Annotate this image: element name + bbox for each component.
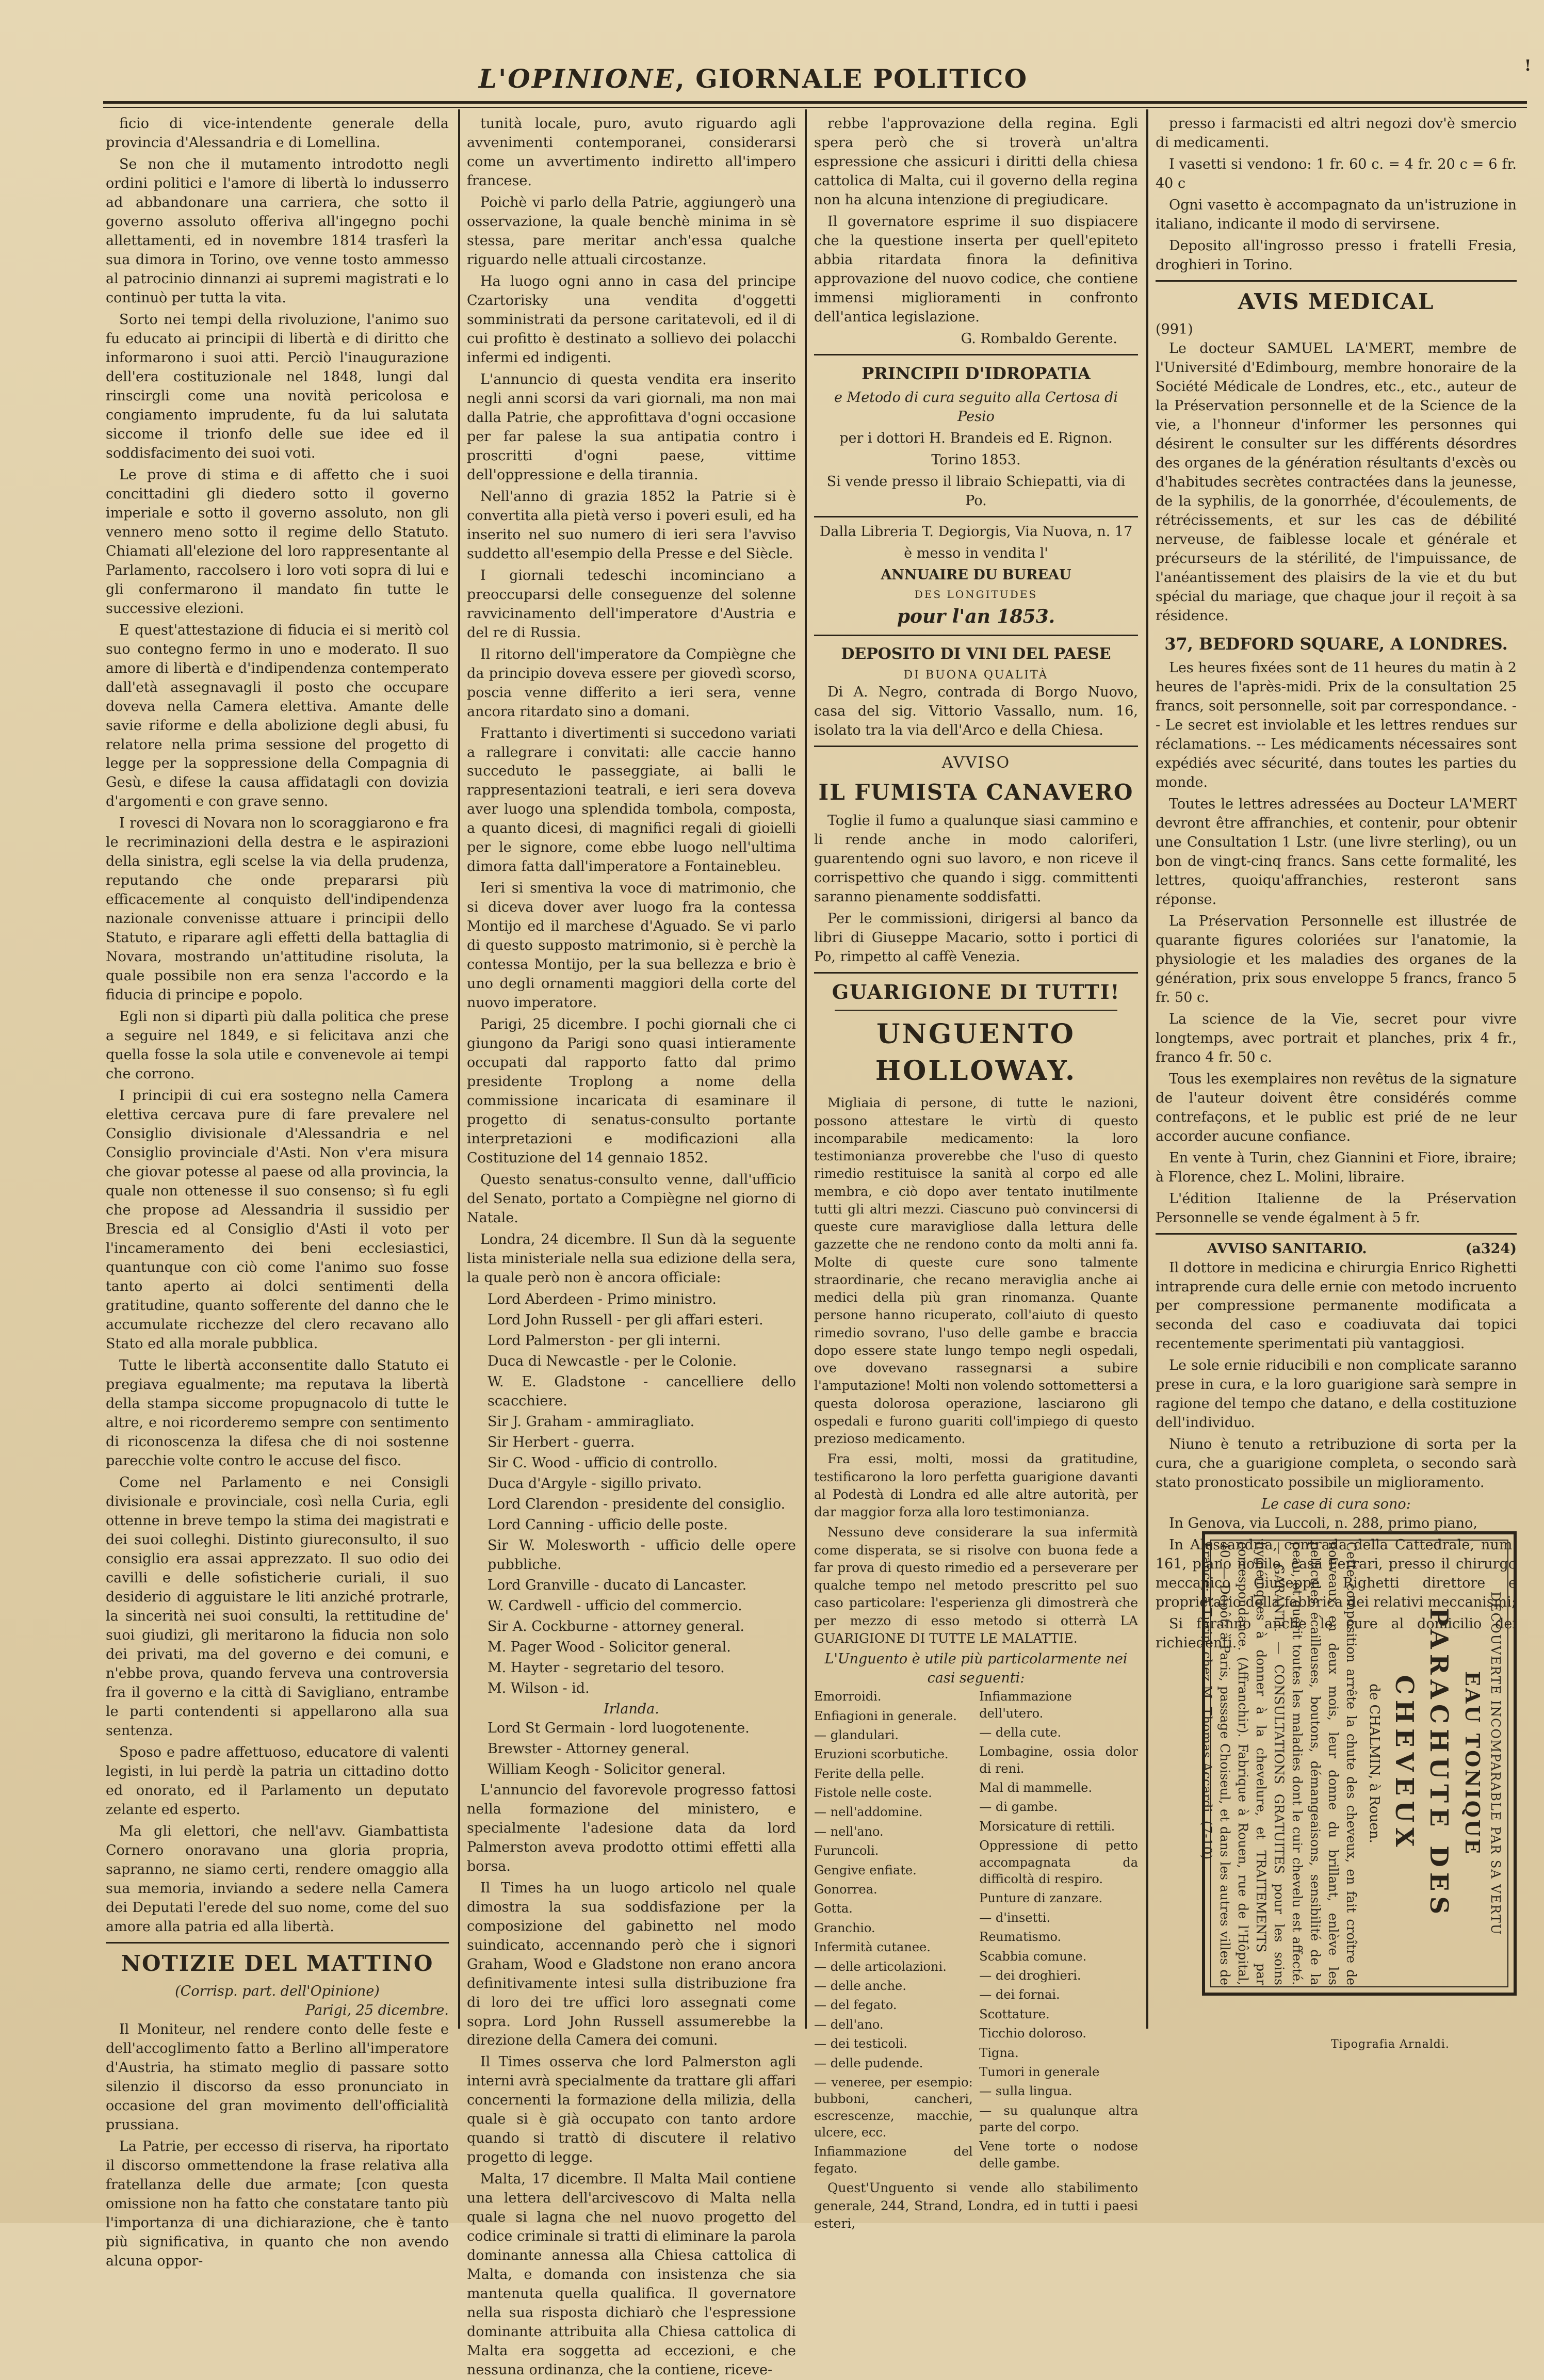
paragraph: Parigi, 25 dicembre. I pochi giornali che ci giungono da Parigi sono quasi intieramente occupati dal rapporto fatto dal primo presidente Troplong a nome della commissione incaricata di esaminare il progetto di senatus-consulto portante interpretazioni e modificazioni alla Costituzione del 14 gennaio 1852.	[467, 1016, 796, 1167]
unguento-body	[814, 1094, 1138, 1647]
paragraph: Fra essi, molti, mossi da gratitudine, testificarono la loro perfetta guarigione davanti al Podestà di Londra ed alle altre autorità, per dar maggior forza alla loro testimonianza.	[814, 1451, 1138, 1520]
minister-item: Lord John Russell - per gli affari esteri.	[487, 1312, 763, 1329]
unguento-title: UNGUENTO HOLLOWAY.	[875, 1018, 1077, 1087]
paragraph: Tutte le libertà acconsentite dallo Statuto ei pregiava egualmente; ma reputava la libertà della stampa siccome propugnacolo di tutte le altre, e noi ricorderemo sempre con sentimento di riconoscenza la difesa che di noi sostenne parecchie volte contro le accuse del fisco.	[106, 1357, 449, 1469]
notizie-body	[106, 2020, 449, 2271]
paragraph: L'annuncio di questa vendita era inserito negli anni scorsi da vari giornali, ma non mai dalla Patrie, che approfittava d'ogni occasione per far palese la sua antipatia contro i proscritti d'ogni paese, vittime dell'oppressione e della tirannia.	[467, 371, 796, 483]
case-item: Gonorrea.	[814, 1882, 877, 1897]
column-3	[814, 115, 1138, 2231]
cases-left	[814, 1688, 973, 2179]
paragraph: Malta, 17 dicembre. Il Malta Mail contiene una lettera dell'arcivescovo di Malta nella quale si lagna che nel nuovo progetto del codice criminale si tratti di eliminare la parola dominante annessa alla Chiesa cattolica di Malta, e domanda con insistenza che sia mantenuta quella qualifica. Il governatore nella sua risposta dichiarò che l'espressione dominante attribuita alla Chiesa cattolica di Malta era soggetta ad eccezioni, e che nessuna ordinanza, che la contiene, riceve-	[467, 2171, 796, 2378]
paragraph: In Genova, via Luccoli, n. 288, primo piano,	[1169, 1515, 1477, 1532]
case-item: — sulla lingua.	[979, 2084, 1072, 2099]
advert-title-2: PARACHUTE DES CHEVEUX	[1390, 1607, 1454, 1920]
avis-body-continued	[1156, 659, 1517, 1228]
paragraph: Toutes le lettres adressées au Docteur LA'MERT devront être affranchies, et contenir, pour obtenir une Consultation 1 Lstr. (une livre sterling), ou un bon de vingt-cinq francs. Sans cette formalité, les lettres, quoiqu'affranchies, resteront sans réponse.	[1156, 796, 1517, 908]
paragraph: Questo senatus-consulto venne, dall'ufficio del Senato, portato a Compiègne nel giorno di Natale.	[467, 1172, 796, 1226]
advert-rotated-text	[1199, 1542, 1504, 1985]
section-rule	[814, 354, 1138, 355]
case-item: Punture di zanzare.	[979, 1891, 1103, 1906]
paragraph: tunità locale, puro, avuto riguardo agli avvenimenti contemporanei, considerarsi come un avvertimento indiretto all'impero francese.	[467, 116, 796, 189]
sanitario-title: AVVISO SANITARIO.	[1207, 1240, 1367, 1257]
case-item: Ticchio doloroso.	[979, 2026, 1086, 2041]
annuaire-ad	[814, 523, 1138, 630]
case-item: Infiammazione dell'utero.	[979, 1689, 1072, 1721]
case-item: — delle pudende.	[814, 2055, 923, 2070]
case-item: Lombagine, ossia dolor di reni.	[979, 1744, 1138, 1776]
notizie-date: Parigi, 25 dicembre.	[305, 2002, 449, 2019]
case-item: — dell'ano.	[814, 2017, 884, 2032]
paragraph: Frattanto i divertimenti si succedono variati a rallegrare i convitati: alle caccie hanno succeduto le passeggiate, ai balli le rappresentazioni teatrali, e ieri sera doveva aver luogo una splendida tombola, composta, a quanto dicesi, di magnifici regali di gioielli per le signore, come ebbe luogo nell'ultima dimora fatta dall'imperatore a Fontainebleu.	[467, 725, 796, 875]
minister-item: Lord Canning - ufficio delle poste.	[487, 1516, 728, 1533]
idropatia-line: Torino 1853.	[931, 451, 1021, 468]
eau-tonique-advert	[1199, 1531, 1517, 1996]
irlanda-list	[467, 1719, 796, 1779]
avviso-label: AVVISO	[941, 754, 1011, 772]
annuaire-line: ANNUAIRE DU BUREAU	[881, 566, 1071, 583]
minister-item: Duca di Newcastle - per le Colonie.	[487, 1353, 737, 1370]
case-item: Scottature.	[979, 2006, 1050, 2021]
case-item: Fistole nelle coste.	[814, 1786, 932, 1801]
paragraph: Le sole ernie riducibili e non complicate saranno prese in cura, e la loro guarigione sarà sempre in ragione del tempo che datano, e della costituzione dell'individuo.	[1156, 1357, 1517, 1431]
case-item: Gotta.	[814, 1901, 853, 1916]
case-item: Granchio.	[814, 1920, 875, 1935]
column-2-body	[467, 115, 796, 1288]
section-rule	[814, 972, 1138, 974]
idropatia-line: per i dottori H. Brandeis ed E. Rignon.	[839, 430, 1113, 446]
paragraph: Il Times osserva che lord Palmerston agli interni avrà specialmente da trattare gli affari concernenti la formazione della milizia, della quale si è già occupato con tanto ardore quando si trattò di discutere il relativo progetto di legge.	[467, 2054, 796, 2166]
case-item: Scabbia comune.	[979, 1949, 1087, 1964]
case-item: Morsicature di rettili.	[979, 1819, 1115, 1834]
section-rule	[814, 635, 1138, 636]
advert-by: de CHALMIN, à Rouen.	[1366, 1683, 1382, 1843]
fumista-title: IL FUMISTA CANAVERO	[818, 780, 1134, 805]
case-item: Infiammazione del fegato.	[814, 2144, 973, 2176]
masthead-rule-thin	[103, 107, 1527, 108]
paragraph: En vente à Turin, chez Giannini et Fiore, ibraire; à Florence, chez L. Molini, libraire.	[1156, 1149, 1517, 1185]
idropatia-title: PRINCIPII D'IDROPATIA	[862, 363, 1091, 383]
unguento-note: L'Unguento è utile più particolarmente nei casi seguenti:	[824, 1651, 1128, 1687]
case-item: — delle anche.	[814, 1978, 906, 1993]
minister-item: Duca d'Argyle - sigillo privato.	[487, 1475, 702, 1492]
avis-body	[1156, 339, 1517, 626]
minister-item: Brewster - Attorney general.	[487, 1740, 690, 1757]
paragraph: Nell'anno di grazia 1852 la Patrie si è convertita alla pietà verso i poveri esuli, ed ha inserito nel suo numero di ieri sera l'avviso suddetto all'esempio della Presse e del Siècle.	[467, 488, 796, 562]
masthead-subtitle: , GIORNALE POLITICO	[675, 63, 1028, 94]
case-item: — nell'ano.	[814, 1824, 884, 1839]
paragraph: E quest'attestazione di fiducia ei si meritò col suo contegno fermo in uno e moderato. Il suo amore di libertà e d'indipendenza contemperato dall'età assegnavagli il posto che occupare doveva nella Camera elettiva. Amante delle savie riforme e della abolizione degli abusi, fu relatore nella prima sessione del progetto di legge per la soppressione della Compagnia di Gesù, e difese la causa affidatagli con dovizia d'argomenti e con grave senno.	[106, 622, 449, 810]
case-item: Gengive enfiate.	[814, 1863, 917, 1877]
avis-title: AVIS MEDICAL	[1238, 288, 1435, 314]
annuaire-line: pour l'an 1853.	[897, 605, 1055, 627]
minister-item: M. Wilson - id.	[487, 1680, 590, 1696]
minister-item: Lord Palmerston - per gli interni.	[487, 1333, 721, 1349]
printer-imprint: Tipografia Arnaldi.	[1331, 2038, 1450, 2051]
advert-text: Cette composition arrête la chute des cheveux, en fait croître de nouveaux en deux mois, leur donne du brillant, enlève les pellicules écailleuses, boutons, démangeaisons, sensibilité de la peau, et guérit toutes les maladies dont le cuir chevelu est affecté. — GARANTI. — CONSULTATIONS GRATUITES pour les soins hygiéniques à donner à la chevelure, et TRAITEMENTS par correspondance. (Affranchir). Fabrique à Rouen, rue de l'Hôpital, 40. — Dépôt: à Paris, passage Choiseul, et dans les autres villes de France; à Turin, chez M. Thomas Accardi. (7-10)	[1199, 1542, 1359, 1985]
paragraph: Le prove di stima e di affetto che i suoi concittadini gli diedero sotto il governo imperiale e sotto il governo assoluto, non gli vennero meno sotto il regime dello Statuto. Chiamati all'elezione del loro rappresentante al Parlamento, raccolsero i loro voti sopra di lui e gli confermarono il mandato fin tutte le successive elezioni.	[106, 466, 449, 617]
minister-item: W. Cardwell - ufficio del commercio.	[487, 1597, 742, 1614]
case-item: — della cute.	[979, 1725, 1062, 1740]
minister-item: Sir A. Cockburne - attorney general.	[487, 1618, 744, 1634]
case-item: Tumori in generale	[979, 2064, 1100, 2079]
case-item: Tigna.	[979, 2045, 1019, 2060]
case-item: — dei testicoli.	[814, 2036, 907, 2051]
minister-item: Sir W. Molesworth - ufficio delle opere pubbliche.	[487, 1537, 796, 1573]
avis-number: (991)	[1156, 321, 1193, 338]
column-2	[467, 115, 796, 2378]
minister-item: Lord Granville - ducato di Lancaster.	[487, 1577, 747, 1593]
masthead-rule	[103, 101, 1527, 104]
section-rule	[106, 1942, 449, 1944]
paragraph: Sorto nei tempi della rivoluzione, l'animo suo fu educato ai principii di libertà e di diritto che informarono i suoi atti. Perciò l'inaugurazione dell'era costituzionale nel 1848, lungi dal rinscirgli come una novità pericolosa e congiamento imprudente, fu da lui salutata siccome il trionfo delle sue idee ed il soddisfacimento dei suoi voti.	[106, 311, 449, 461]
paragraph: Ha luogo ogni anno in casa del principe Czartorisky una vendita d'oggetti somministrati da persone caritatevoli, ed il di cui profitto è destinato a sollievo dei polacchi infermi ed indigenti.	[467, 273, 796, 366]
column-4	[1156, 115, 1517, 1652]
column-1	[106, 115, 449, 2269]
minister-list	[467, 1290, 796, 1698]
paragraph: Migliaia di persone, di tutte le nazioni, possono attestare le virtù di questo incomparabile medicamento: la loro testimonianza proverebbe che l'uso di questo rimedio restituisce la sanità al corpo ed alle membra, e ciò dopo aver tentato inutilmente tutti gli altri mezzi. Ciascuno può convincersi di queste cure maravigliose dalla lettura delle gazzette che ne rendono conto da molti anni fa. Molte di queste cure sono talmente straordinarie, che recano meraviglia anche ai medici della più gran rinomanza. Quante persone hanno ricuperato, coll'aiuto di questo rimedio sovrano, l'uso delle gambe e braccia dopo essere state lungo tempo negli ospedali, ove dovevano rassegnarsi a subire l'amputazione! Molti non volendo sottomettersi a questa dolorosa operazione, lasciarono gli ospedali e furono guariti coll'impiego di questo prezioso medicamento.	[814, 1095, 1138, 1447]
minister-item: Sir Herbert - guerra.	[487, 1434, 635, 1450]
column-rule-1	[458, 109, 460, 2029]
paragraph: Nessuno deve considerare la sua infermità come disperata, se si risolve con buona fede a far prova di questo rimedio ed a perseverare per qualche tempo nel metodo prescritto pel suo caso particolare: l'esperienza gli dimostrerà che per mezzo di esso metodo si otterrà LA GUARIGIONE DI TUTTE LE MALATTIE.	[814, 1525, 1138, 1646]
column-rule-2	[805, 109, 807, 2029]
paragraph: Sposo e padre affettuoso, educatore di valenti legisti, in lui perdè la patria un cittadino dotto ed onorato, ed il Parlamento un deputato zelante ed esperto.	[106, 1744, 449, 1818]
minister-item: Sir J. Graham - ammiragliato.	[487, 1413, 695, 1430]
paragraph: Se non che il mutamento introdotto negli ordini politici e l'amore di libertà lo indusserro ad abbandonare una carriera, che sotto il governo assoluto offeriva all'ingegno pochi allettamenti, ed in novembre 1814 trasferì la sua dimora in Torino, ove venne tosto ammesso al patrocinio dinnanzi ai supremi magistrati e lo continuò per tutta la vita.	[106, 156, 449, 306]
notizie-subtitle: (Corrisp. part. dell'Opinione)	[175, 1983, 380, 2000]
case-item: Emorroidi.	[814, 1689, 882, 1704]
page-mark: !	[1524, 57, 1532, 75]
paragraph: Come nel Parlamento e nei Consigli divisionale e provinciale, così nella Curia, egli ottenne in breve tempo la stima dei magistrati e dei suoi colleghi. Distinto giureconsulto, il suo consiglio era assai apprezzato. Il suo odio dei cavilli e delle sofisticherie curiali, il suo desiderio di agguistare le liti anziché protrarle, la sincerità nei suoi consulti, la rettitudine de' suoi giudizi, gli meritarono la fiducia non solo dei privati, ma del governo e dei comuni, e n'ebbe prova, quando ferveva una controversia fra il governo e la città di Savigliano, entrambe le parti contendenti si appellarono alla sua sentenza.	[106, 1474, 449, 1739]
paragraph: Per le commissioni, dirigersi al banco da libri di Giuseppe Macario, sotto i portici di Po, rimpetto al caffè Venezia.	[814, 910, 1138, 965]
case-item: Infermità cutanee.	[814, 1940, 931, 1955]
minister-item: Lord Aberdeen - Primo ministro.	[487, 1291, 717, 1308]
case-item: — delle articolazioni.	[814, 1959, 947, 1974]
paragraph: Tous les exemplaires non revêtus de la signature de l'auteur doivent être considérés comme contrefaçons, et le public est prié de ne leur accorder aucune confiance.	[1156, 1071, 1517, 1144]
idropatia-line: e Metodo di cura seguito alla Certosa di Pesio	[834, 389, 1118, 425]
paragraph: I principii di cui era sostegno nella Camera elettiva cercava pure di fare prevalere nel Consiglio divisionale d'Alessandria e nel Consiglio provinciale d'Asti. Non v'era misura che giovar potesse al paese od alla provincia, la quale non ottenesse il suo consenso; sì fu egli che propose ad Alessandria il sussidio per Brescia ed al Consiglio d'Asti il voto per l'incameramento dei beni ecclesiastici, quantunque con ciò come l'animo suo fosse tanto aperto ai dolci sentimenti della gratitudine, quanto sofferente del danno che le accumulate ricchezze del clero recavano allo Stato ed alla morale pubblica.	[106, 1088, 449, 1352]
case-item: — di gambe.	[979, 1800, 1058, 1815]
section-rule	[1156, 1233, 1517, 1235]
case-item: — veneree, per esempio: bubboni, cancheri, escrescenze, macchie, ulcere, ecc.	[814, 2075, 973, 2140]
section-rule	[814, 746, 1138, 747]
paragraph: Si faranno anche le cure al domicilio dei richiedenti.	[1156, 1616, 1517, 1652]
paragraph: L'édition Italienne de la Préservation Personnelle se vende égalment à 5 fr.	[1156, 1190, 1517, 1226]
sanitario-body	[1156, 1259, 1517, 1493]
paragraph: La Préservation Personnelle est illustrée de quarante figures coloriées sur l'anatomie, la physiologie et les maladies des organes de la génération, prix sous enveloppe 5 francs, franco 5 fr. 50 c.	[1156, 913, 1517, 1006]
idropatia-line: Si vende presso il libraio Schiepatti, via di Po.	[826, 473, 1126, 509]
advert-title-1: EAU TONIQUE	[1461, 1671, 1485, 1856]
case-item: Furuncoli.	[814, 1843, 879, 1858]
minister-item: Lord Clarendon - presidente del consiglio.	[487, 1496, 786, 1512]
irlanda-title: Irlanda.	[604, 1701, 659, 1717]
paragraph: ficio di vice-intendente generale della provincia d'Alessandria e di Lomellina.	[106, 116, 449, 151]
case-item: — dei droghieri.	[979, 1968, 1081, 1983]
sanitario-header	[1156, 1240, 1517, 1259]
case-item: Reumatismo.	[979, 1930, 1062, 1945]
paragraph: La Patrie, per eccesso di riserva, ha riportato il discorso ommettendone la frase relativa alla fratellanza delle due armate; [con questa omissione non ha fatto che constatare tanto più l'importanza di una dichiarazione, che è tanto più significativa, in quanto che non avendo alcuna oppor-	[106, 2138, 449, 2269]
cases-title: Le case di cura sono:	[1261, 1496, 1411, 1513]
notizie-title: NOTIZIE DEL MATTINO	[121, 1950, 434, 1976]
paragraph: Poichè vi parlo della Patrie, aggiungerò una osservazione, la quale benchè minima in sè stessa, pare meritar anch'essa qualche riguardo nelle attuali circostanze.	[467, 194, 796, 268]
advert-top: DÉCOUVERTE INCOMPARABLE PAR SA VERTU	[1488, 1591, 1503, 1936]
paragraph: Il Moniteur, nel rendere conto delle feste e dell'accoglimento fatto a Berlino all'imperatore d'Austria, ha stimato meglio di passare sotto silenzio il discorso da esso pronunciato in occasione del gran movimento dell'officialità prussiana.	[106, 2021, 449, 2133]
paragraph: rebbe l'approvazione della regina. Egli spera però che si troverà un'altra espressione che assicuri i diritti della chiesa cattolica di Malta, cui il governo della regina non ha alcuna intenzione di pregiudicare.	[814, 116, 1138, 208]
vini-subtitle: DI BUONA QUALITÀ	[903, 669, 1049, 682]
paragraph: Il Times ha un luogo articolo nel quale dimostra la sua soddisfazione per la composizione del gabinetto nel modo suindicato, accennando però che i signori Graham, Wood e Gladstone non erano ancora definitivamente intesi sulla distribuzione fra di loro dei tre uffici loro assegnati come sopra. Lord John Russell assumerebbe la direzione della Camera dei comuni.	[467, 1880, 796, 2049]
annuaire-line: DES LONGITUDES	[914, 588, 1038, 601]
masthead	[103, 56, 1403, 102]
column-2-body-continued	[467, 1781, 796, 2380]
paragraph: presso i farmacisti ed altri negozi dov'è smercio di medicamenti.	[1156, 116, 1517, 151]
column-1-body	[106, 115, 449, 1937]
minister-item: William Keogh - Solicitor general.	[487, 1761, 726, 1777]
idropatia-ad	[814, 388, 1138, 511]
paragraph: Egli non si dipartì più dalla politica che prese a seguire nel 1849, e si felicitava anzi che quella fosse la sola utile e convenevole ai tempi che corrono.	[106, 1009, 449, 1082]
case-item: — nell'addomine.	[814, 1805, 923, 1820]
paragraph: I giornali tedeschi incominciano a preoccuparsi delle conseguenze del solenne ravvicinamento dell'imperatore d'Austria e del re di Russia.	[467, 567, 796, 641]
gerente-signature: G. Rombaldo Gerente.	[961, 330, 1117, 347]
sanitario-number: (a324)	[1465, 1240, 1517, 1257]
paragraph: Deposito all'ingrosso presso i fratelli Fresia, droghieri in Torino.	[1156, 237, 1517, 273]
paragraph: Il ritorno dell'imperatore da Compiègne che da principio doveva essere per giovedì scorso, poscia venne differito a ieri sera, venne ancora ritardato sino a domani.	[467, 646, 796, 720]
vini-text: Di A. Negro, contrada di Borgo Nuovo, casa del sig. Vittorio Vassallo, num. 16, isolato tra la via dell'Arco e della Chiesa.	[814, 684, 1138, 739]
section-rule-short	[835, 1010, 1117, 1011]
case-item: — d'insetti.	[979, 1910, 1051, 1925]
paragraph: I vasetti si vendono: 1 fr. 60 c. = 4 fr. 20 c = 6 fr. 40 c	[1156, 156, 1517, 191]
paragraph: Il governatore esprime il suo dispiacere che la questione inserta per quell'epiteto abbia ritardata finora la definitiva approvazione del nuovo codice, che contiene immensi miglioramenti in confronto dell'antica legislazione.	[814, 213, 1138, 325]
minister-item: M. Pager Wood - Solicitor general.	[487, 1639, 731, 1655]
minister-item: W. E. Gladstone - cancelliere dello scacchiere.	[487, 1374, 796, 1409]
minister-item: Sir C. Wood - ufficio di controllo.	[487, 1454, 718, 1471]
case-item: — glandulari.	[814, 1727, 899, 1742]
column-rule-3	[1146, 109, 1148, 2029]
minister-item: Lord St Germain - lord luogotenente.	[487, 1720, 750, 1736]
case-item: Vene torte o nodose delle gambe.	[979, 2139, 1138, 2171]
paragraph: La science de la Vie, secret pour vivre longtemps, avec portrait et planches, prix 4 fr., franco 4 fr. 50 c.	[1156, 1011, 1517, 1065]
paragraph: Le docteur SAMUEL LA'MERT, membre de l'Université d'Edimbourg, membre honoraire de la Société Médicale de Londres, etc., etc., auteur de la Préservation personnelle et de la Science de la vie, a l'honneur d'informer les personnes qui désirent le consulter sur les différents désordres des organes de la génération résultants d'excès ou d'habitudes secrètes contractées dans la jeunesse, de la syphilis, de la gonorrhée, d'écoulements, de rétrécissements, et sur les cas de débilité nerveuse, de faiblesse locale et générale et précurseurs de la stérilité, de l'impuissance, de l'anéantissement des plaisirs de la vie et du but spécial du mariage, que chaque jour il reçoit à sa résidence.	[1156, 341, 1517, 624]
cases-right	[979, 1688, 1138, 2179]
annuaire-line: è messo in vendita l'	[904, 545, 1048, 561]
guarigione-title: GUARIGIONE DI TUTTI!	[832, 980, 1120, 1003]
paragraph: Les heures fixées sont de 11 heures du matin à 2 heures de l'après-midi. Prix de la consultation 25 francs, soit personnelle, soit par correspondance. -- Le secret est inviolable et les lettres rendues sur réclamations. -- Les médicaments nécessaires sont expédiés avec sécurité, dans toutes les parties du monde.	[1156, 659, 1517, 790]
avis-address: 37, BEDFORD SQUARE, A LONDRES.	[1164, 634, 1508, 654]
case-item: — dei fornai.	[979, 1987, 1060, 2002]
paragraph: Ieri si smentiva la voce di matrimonio, che si diceva dover aver luogo fra la contessa Montijo ed il marchese d'Aguado. Se vi parlo di questo supposto matrimonio, si è perchè la contessa Montijo, per la sua bellezza e brio è uno degli ornamenti maggiori della corte del nuovo imperatore.	[467, 880, 796, 1011]
paragraph: Londra, 24 dicembre. Il Sun dà la seguente lista ministeriale nella sua edizione della sera, la quale però non è ancora officiale:	[467, 1232, 796, 1286]
case-item: Oppressione di petto accompagnata da difficoltà di respiro.	[979, 1838, 1138, 1887]
case-item: Ferite della pelle.	[814, 1766, 924, 1781]
paragraph: Niuno è tenuto a retribuzione di sorta per la cura, che a guarigione completa, o secondo sarà stato pronosticato possibile un miglioramento.	[1156, 1436, 1517, 1491]
section-rule	[1156, 280, 1517, 282]
minister-item: M. Hayter - segretario del tesoro.	[487, 1659, 725, 1676]
paragraph: Ma gli elettori, che nell'avv. Giambattista Cornero onoravano una gloria propria, sapranno, ne siamo certi, rendere omaggio alla sua memoria, inviando a sedere nella Camera dei Deputati l'erede del suo nome, come del suo amore alla patria ed alla libertà.	[106, 1823, 449, 1935]
case-item: Enfiagioni in generale.	[814, 1708, 957, 1723]
case-item: Mal di mammelle.	[979, 1780, 1093, 1795]
paragraph: I rovesci di Novara non lo scoraggiarono e fra le recriminazioni della destra e le aspirazioni della sinistra, egli scelse la via della prudenza, reputando che onde prepararsi più efficacemente al conquisto dell'indipendenza nazionale convenisse attuare i principii dello Statuto, e riparare agli effetti della battaglia di Novara, mostrando un'attitudine risoluta, la quale possibile non era senza l'accordo e la fiducia di principe e popolo.	[106, 815, 449, 1003]
paragraph: Il dottore in medicina e chirurgia Enrico Righetti intraprende cura delle ernie con metodo incruento per compressione permanente modificata a seconda del caso e coadiuvata dai topici recentemente sperimentati più vantaggiosi.	[1156, 1259, 1517, 1352]
annuaire-line: Dalla Libreria T. Degiorgis, Via Nuova, n. 17	[819, 523, 1133, 540]
column-3-body	[814, 115, 1138, 327]
case-item: — del fegato.	[814, 1998, 897, 2013]
vini-title: DEPOSITO DI VINI DEL PAESE	[841, 645, 1111, 663]
paragraph: Toglie il fumo a qualunque siasi cammino e li rende anche in modo caloriferi, guarentendo ogni suo lavoro, e non riceve il corrispettivo che quando i sigg. committenti saranno pienamente soddisfatti.	[814, 813, 1138, 905]
fumista-body	[814, 812, 1138, 967]
paragraph: Ogni vasetto è accompagnato da un'istruzione in italiano, indicante il modo di servirsene.	[1156, 197, 1517, 232]
unguento-end: Quest'Unguento si vende allo stabilimento generale, 244, Strand, Londra, ed in tutti i paesi esteri,	[814, 2180, 1138, 2231]
unguento-continued	[1156, 115, 1517, 275]
section-rule	[814, 516, 1138, 517]
paragraph: L'annuncio del favorevole progresso fattosi nella formazione del ministero, e specialmente l'adesione data da lord Palmerston aveva prodotto ottimi effetti alla borsa.	[467, 1782, 796, 1874]
case-item: — su qualunque altra parte del corpo.	[979, 2103, 1138, 2135]
masthead-title: L'OPINIONE	[478, 63, 676, 94]
unguento-cases	[814, 1688, 1138, 2179]
paragraph: In Alessandria, contrada della Cattedrale, num. 161, piano nobile, casa Ferrari, presso il chirurgo meccanico Giuseppe Righetti direttore e proprietario della fabbrica dei relativi meccanismi;	[1156, 1537, 1517, 1611]
case-item: Eruzioni scorbutiche.	[814, 1747, 949, 1762]
